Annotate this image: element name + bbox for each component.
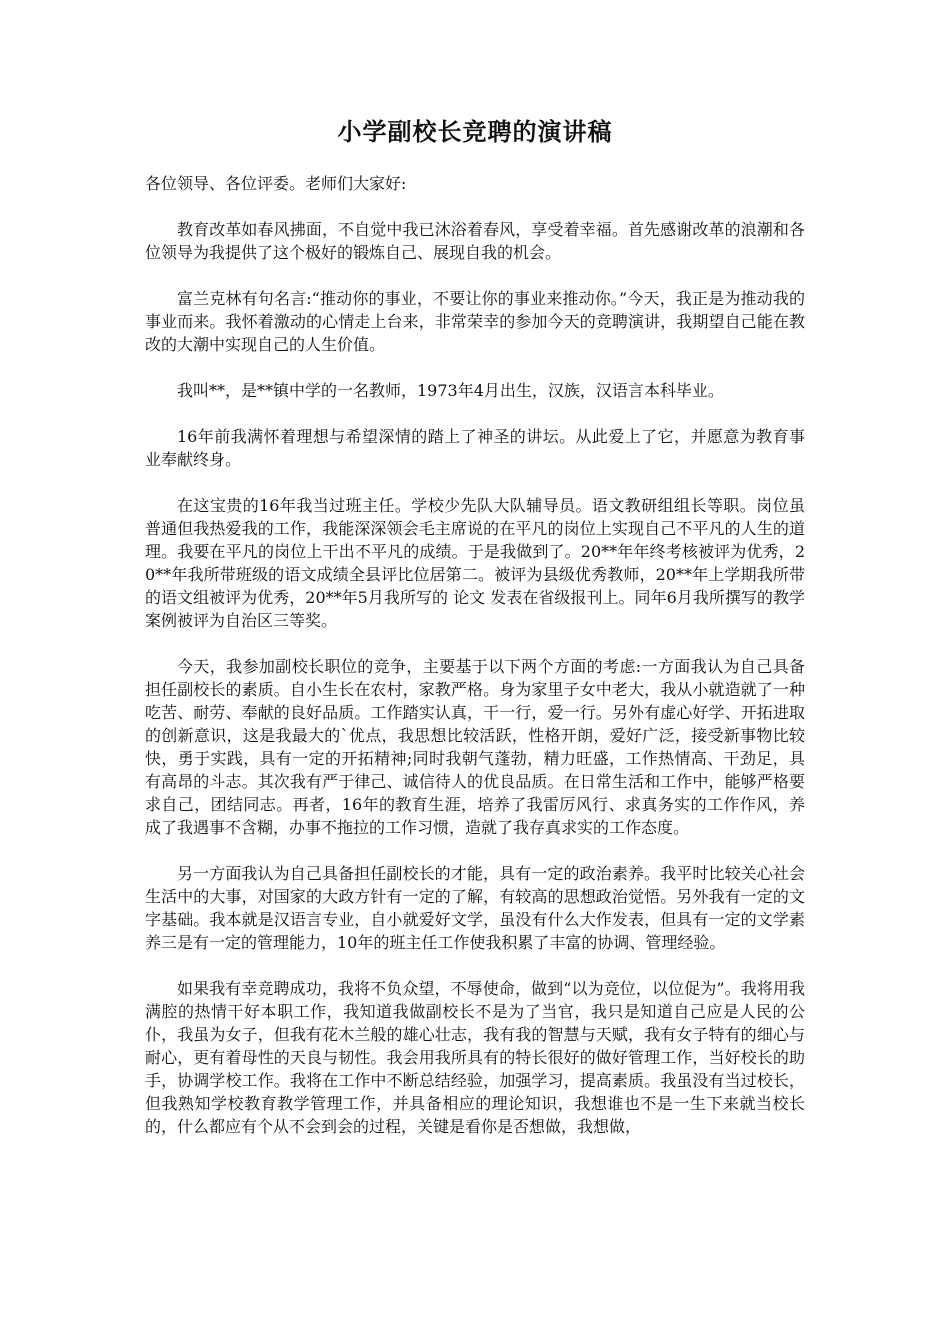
paragraph-7: 另一方面我认为自己具备担任副校长的才能，具有一定的政治素养。我平时比较关心社会生活中的大事，对国家的大政方针有一定的了解，有较高的思想政治觉悟。另外我有一定的文字基础。我本就是汉语言专业，自小就爱好文学，虽没有什么大作发表，但具有一定的文学素养三是有一定的管理能力，10年的班主任工作使我积累了丰富的协调、管理经验。	[145, 864, 805, 952]
paragraph-3: 我叫**，是**镇中学的一名教师，1973年4月出生，汉族，汉语言本科毕业。	[177, 381, 724, 400]
paragraph-4: 16年前我满怀着理想与希望深情的踏上了神圣的讲坛。从此爱上了它，并愿意为教育事业奉献终身。	[145, 427, 805, 469]
salutation: 各位领导、各位评委。老师们大家好:	[145, 174, 407, 193]
paragraph-1: 教育改革如春风拂面，不自觉中我已沐浴着春风，享受着幸福。首先感谢改革的浪潮和各位领导为我提供了这个极好的锻炼自己、展现自我的机会。	[145, 220, 805, 262]
document-title: 小学副校长竞聘的演讲稿	[337, 117, 613, 146]
paragraph-6: 今天，我参加副校长职位的竞争，主要基于以下两个方面的考虑:一方面我认为自己具备担任副校长的素质。自小生长在农村，家教严格。身为家里子女中老大，我从小就造就了一种吃苦、耐劳、奉献的良好品质。工作踏实认真，干一行，爱一行。另外有虚心好学、开拓进取的创新意识，这是我最大的`优点，我思想比较活跃，性格开朗，爱好广泛，接受新事物比较快，勇于实践，具有一定的开拓精神;同时我朝气蓬勃，精力旺盛，工作热情高、干劲足，具有高昂的斗志。其次我有严于律己、诚信待人的优良品质。在日常生活和工作中，能够严格要求自己，团结同志。再者，16年的教育生涯，培养了我雷厉风行、求真务实的工作作风，养成了我遇事不含糊，办事不拖拉的工作习惯，造就了我存真求实的工作态度。	[145, 657, 805, 837]
document-page	[145, 112, 805, 1161]
paragraph-8: 如果我有幸竞聘成功，我将不负众望，不辱使命，做到“以为竞位，以位促为”。我将用我满腔的热情干好本职工作，我知道我做副校长不是为了当官，我只是知道自己应是人民的公仆，我虽为女子，但我有花木兰般的雄心壮志，我有我的智慧与天赋，我有女子特有的细心与耐心，更有着母性的天良与韧性。我会用我所具有的特长很好的做好管理工作，当好校长的助手，协调学校工作。我将在工作中不断总结经验，加强学习，提高素质。我虽没有当过校长，但我熟知学校教育教学管理工作，并具备相应的理论知识，我想谁也不是一生下来就当校长的，什么都应有个从不会到会的过程，关键是看你是否想做，我想做，	[145, 979, 805, 1136]
paragraph-5: 在这宝贵的16年我当过班主任。学校少先队大队辅导员。语文教研组组长等职。岗位虽普通但我热爱我的工作，我能深深领会毛主席说的在平凡的岗位上实现自己不平凡的人生的道理。我要在平凡的岗位上干出不平凡的成绩。于是我做到了。20**年年终考核被评为优秀，20**年我所带班级的语文成绩全县评比位居第二。被评为县级优秀教师，20**年上学期我所带的语文组被评为优秀，20**年5月我所写的 论文 发表在省级报刊上。同年6月我所撰写的教学案例被评为自治区三等奖。	[145, 496, 805, 630]
paragraph-2: 富兰克林有句名言:“推动你的事业，不要让你的事业来推动你。”今天，我正是为推动我的事业而来。我怀着激动的心情走上台来，非常荣幸的参加今天的竞聘演讲，我期望自己能在教改的大潮中实现自己的人生价值。	[145, 289, 805, 354]
